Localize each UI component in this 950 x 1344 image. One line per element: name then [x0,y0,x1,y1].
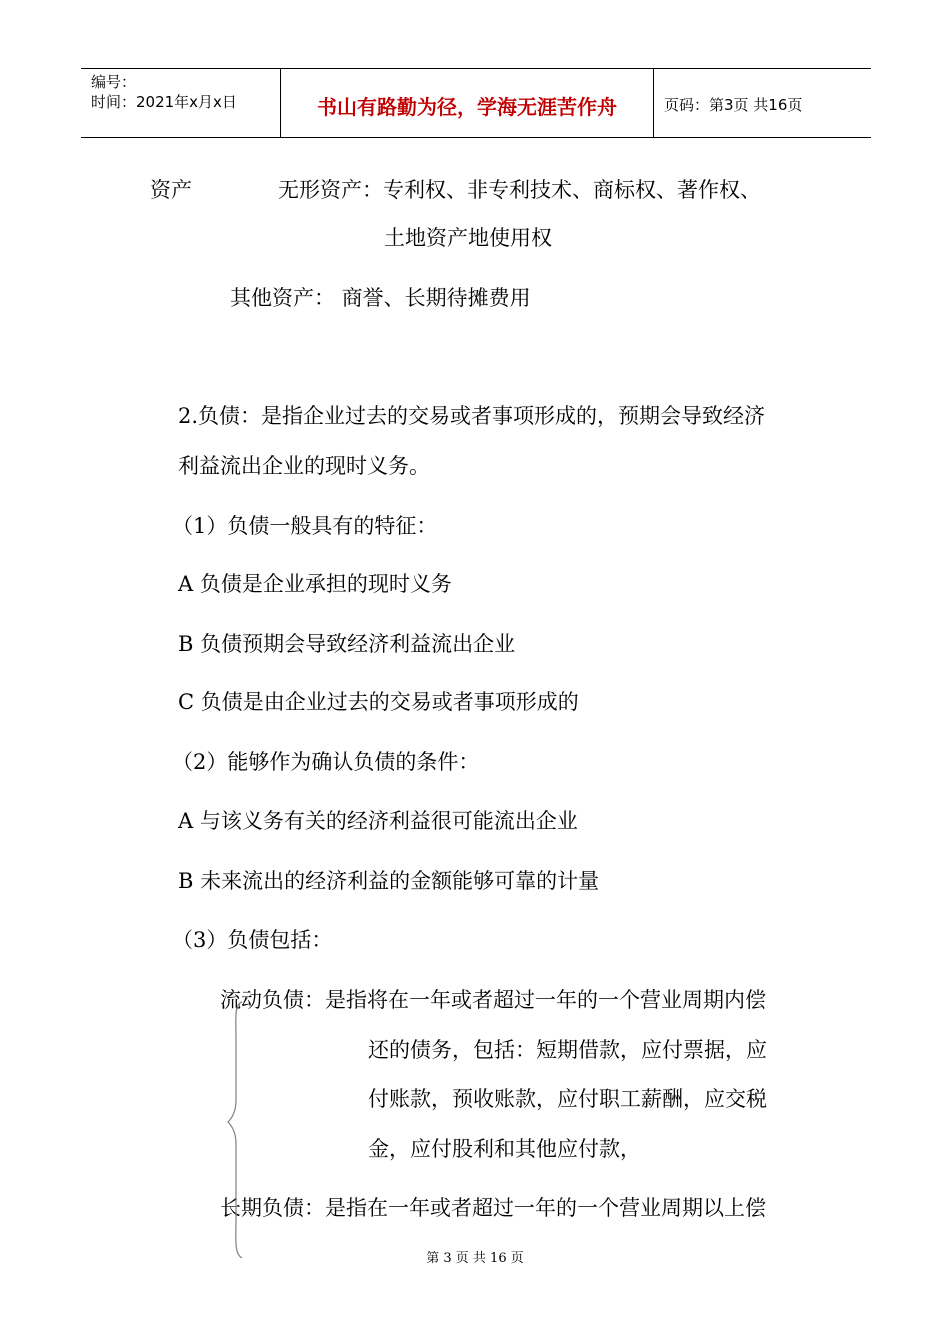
header-motto: 书山有路勤为径，学海无涯苦作舟 [317,95,617,119]
current-liabilities-line-2: 还的债务，包括：短期借款，应付票据，应 [368,1038,767,1062]
characteristics-heading: （1）负债一般具有的特征： [172,514,438,538]
header-page-cell [654,69,871,137]
intangible-assets-line-1: 无形资产：专利权、非专利技术、商标权、著作权、 [278,178,761,202]
current-liabilities-line-1: 流动负债：是指将在一年或者超过一年的一个营业周期内偿 [220,988,766,1012]
condition-b: B 未来流出的经济利益的金额能够可靠的计量 [178,869,600,893]
current-liabilities-line-4: 金，应付股利和其他应付款， [368,1137,641,1161]
header-page-info: 页码：第3页 共16页 [664,96,803,114]
document-time-label: 时间：2021年x月x日 [91,93,237,111]
condition-a: A 与该义务有关的经济利益很可能流出企业 [178,809,578,833]
other-assets-line: 其他资产： 商誉、长期待摊费用 [230,286,531,310]
intangible-assets-line-2: 土地资产地使用权 [384,226,552,250]
document-header [81,68,871,138]
curly-brace-icon [224,1000,248,1260]
assets-label: 资产 [150,178,192,202]
header-motto-cell [281,69,654,137]
current-liabilities-line-3: 付账款，预收账款，应付职工薪酬，应交税 [368,1087,767,1111]
characteristic-b: B 负债预期会导致经济利益流出企业 [178,632,516,656]
liability-definition-line-1: 2.负债：是指企业过去的交易或者事项形成的，预期会导致经济 [178,404,766,428]
header-meta-cell [81,69,281,137]
characteristic-a: A 负债是企业承担的现时义务 [178,572,452,596]
characteristic-c: C 负债是由企业过去的交易或者事项形成的 [178,690,579,714]
liability-definition-line-2: 利益流出企业的现时义务。 [178,454,430,478]
page-footer: 第 3 页 共 16 页 [426,1251,524,1266]
conditions-heading: （2）能够作为确认负债的条件： [172,750,480,774]
liabilities-include-heading: （3）负债包括： [172,928,333,952]
long-term-liabilities-line-1: 长期负债：是指在一年或者超过一年的一个营业周期以上偿 [220,1196,766,1220]
document-number-label: 编号： [91,73,137,91]
